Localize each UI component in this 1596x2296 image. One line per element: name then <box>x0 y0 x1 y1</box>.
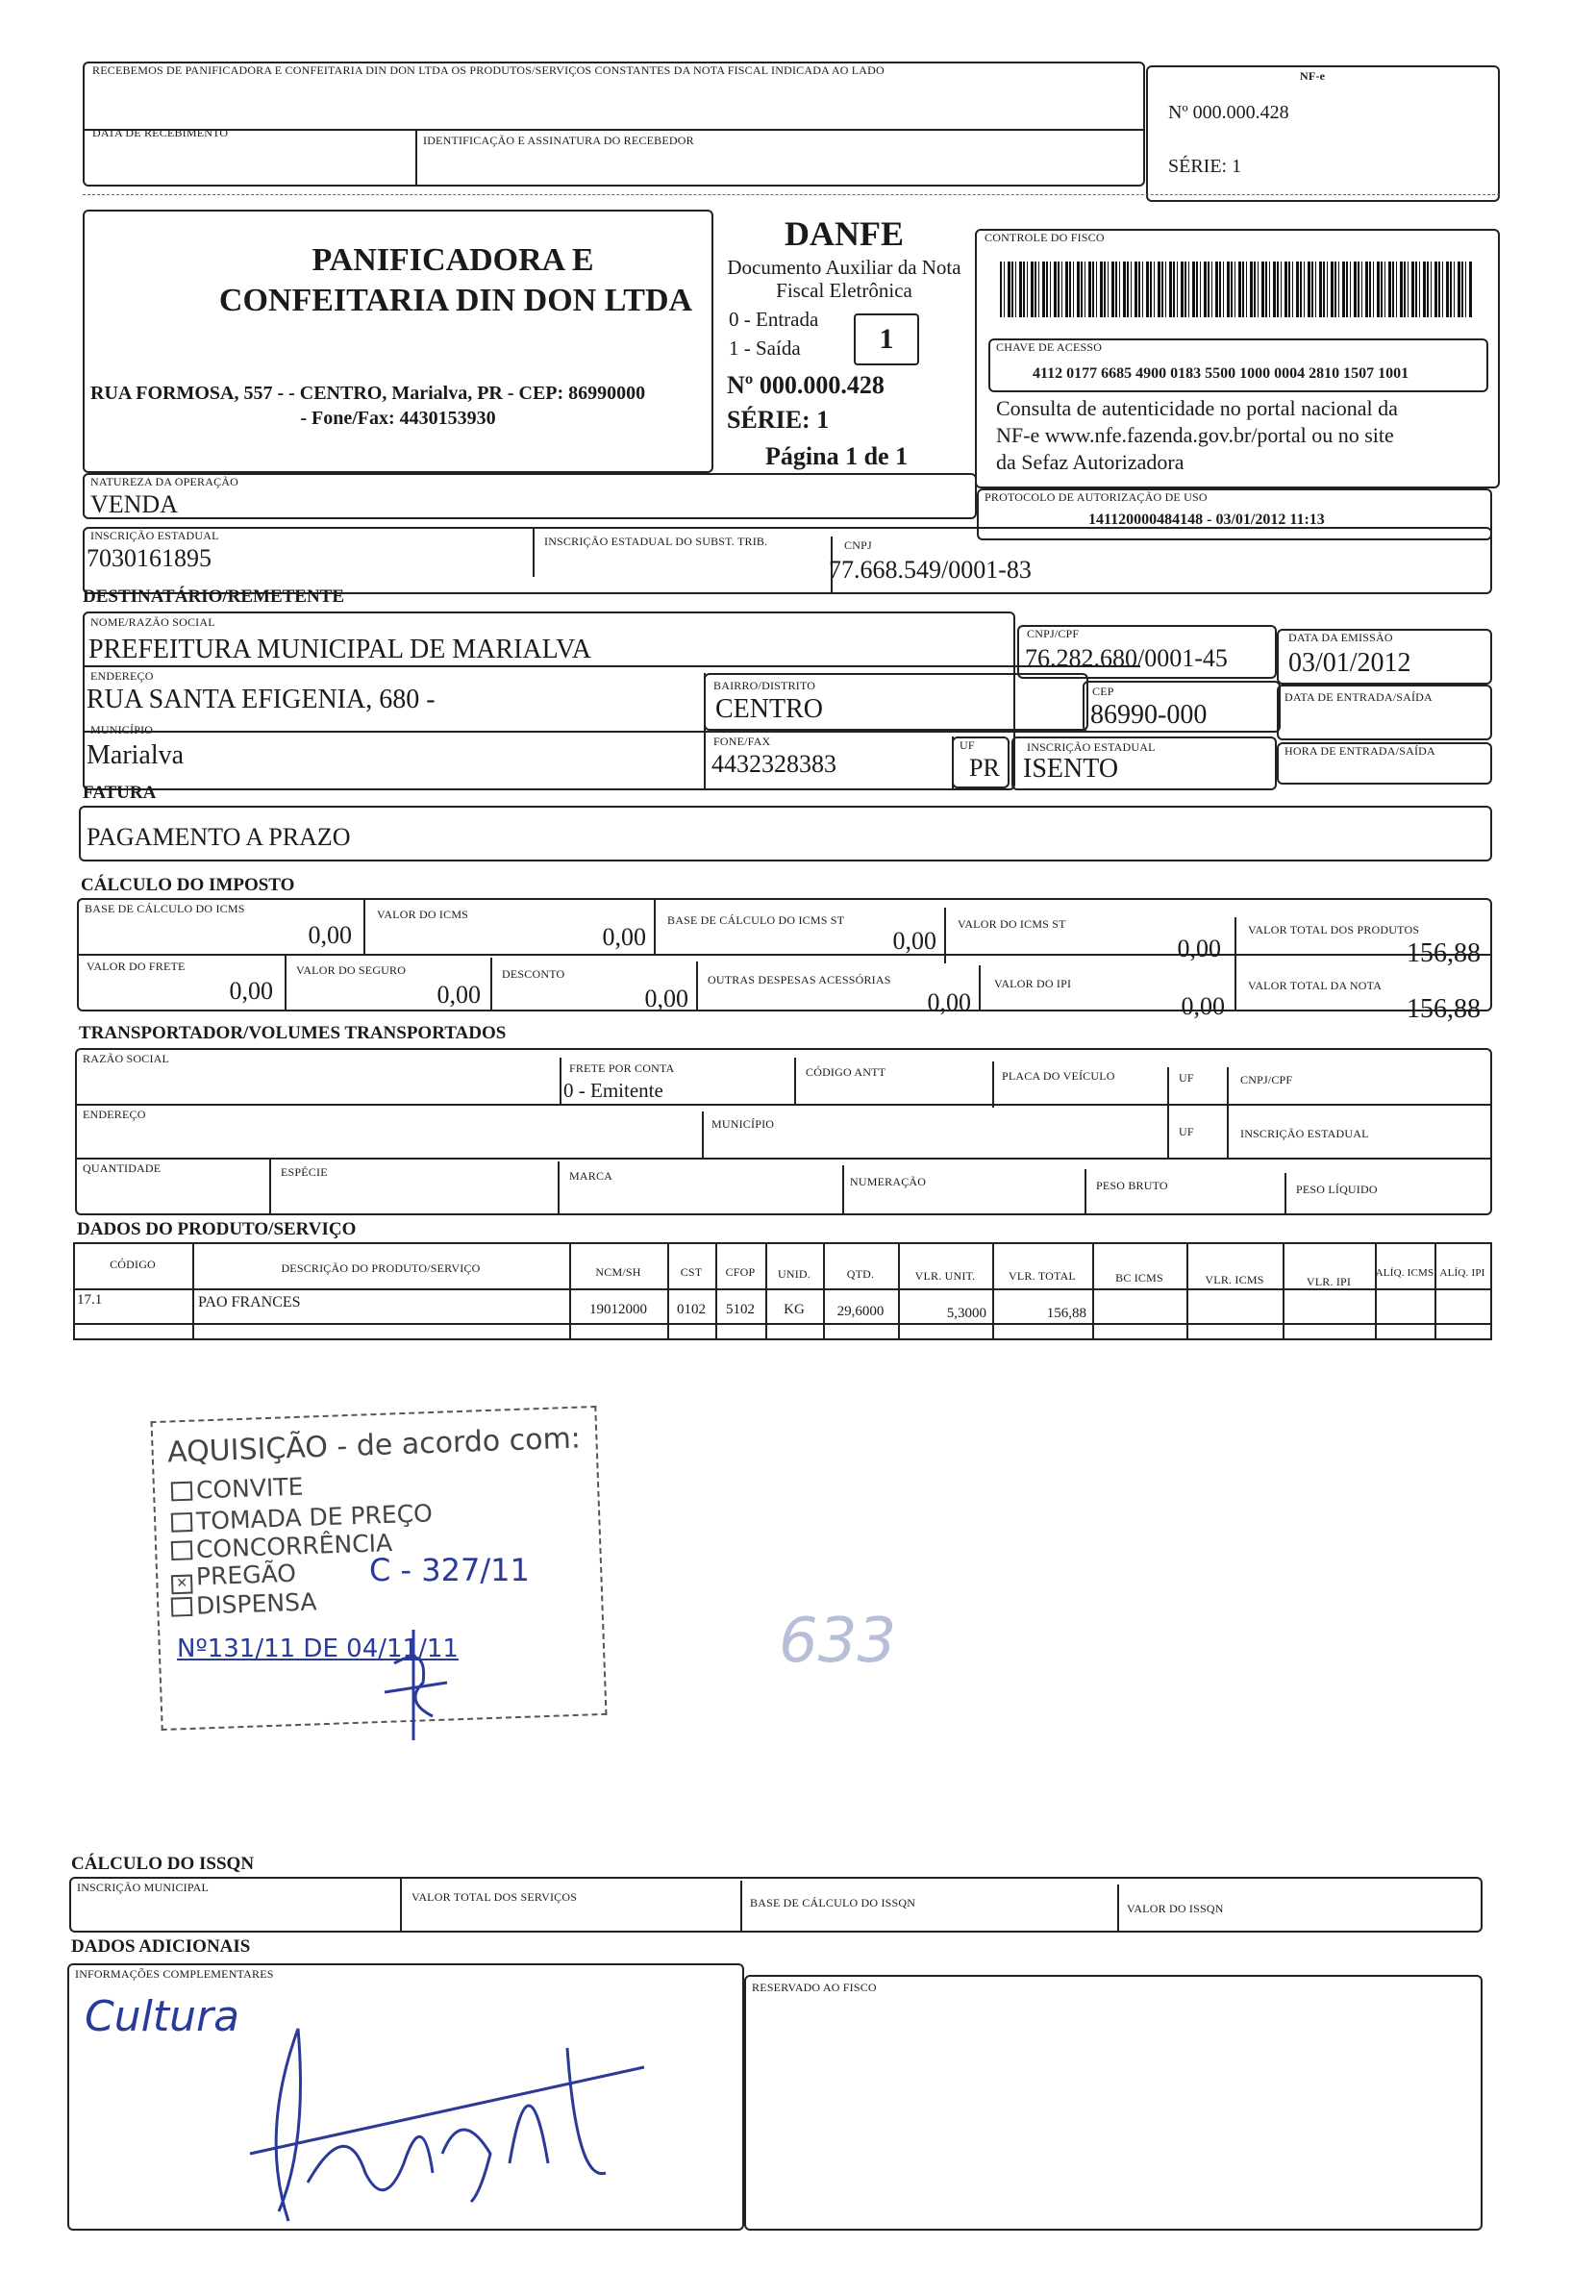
canhoto-numero: Nº 000.000.428 <box>1168 102 1289 123</box>
stamp-tomada-label: TOMADA DE PREÇO <box>195 1499 434 1535</box>
imposto-heading: CÁLCULO DO IMPOSTO <box>81 875 295 895</box>
prod-vlr-unit: 5,3000 <box>946 1306 986 1321</box>
prod-h-vlr-icms: VLR. ICMS <box>1205 1273 1264 1286</box>
dest-endereco: RUA SANTA EFIGENIA, 680 - <box>87 685 436 714</box>
transporte-heading: TRANSPORTADOR/VOLUMES TRANSPORTADOS <box>79 1023 507 1043</box>
prod-vlr-total: 156,88 <box>1046 1306 1086 1321</box>
tr-v8 <box>558 1161 560 1215</box>
emitente-name-line1: PANIFICADORA E <box>312 242 594 278</box>
prod-h-vlr-unit: VLR. UNIT. <box>914 1269 976 1283</box>
issqn-valor-label: VALOR DO ISSQN <box>1127 1902 1224 1915</box>
canhoto-vdivider <box>415 129 417 187</box>
stamp-numero-line: Nº131/11 DE 04/11/11 <box>177 1635 459 1663</box>
tr-v6 <box>702 1111 704 1158</box>
consulta-line3: da Sefaz Autorizadora <box>996 450 1185 474</box>
handwritten-cultura: Cultura <box>85 1992 240 2041</box>
prod-col-6 <box>823 1242 825 1340</box>
tr-antt-label: CÓDIGO ANTT <box>806 1065 886 1079</box>
imp-v4 <box>1234 917 1236 1011</box>
cut-line <box>83 194 1500 195</box>
stamp-dispensa-label: DISPENSA <box>195 1587 317 1620</box>
tr-v10 <box>1085 1169 1086 1215</box>
dest-municipio-label: MUNICÍPIO <box>90 723 154 736</box>
seguro-label: VALOR DO SEGURO <box>296 963 407 977</box>
chave-label: CHAVE DE ACESSO <box>996 340 1103 354</box>
tr-v5 <box>1227 1067 1229 1158</box>
desconto-label: DESCONTO <box>502 967 565 981</box>
tr-quantidade-label: QUANTIDADE <box>83 1161 162 1175</box>
dest-entrada-saida-label: DATA DE ENTRADA/SAÍDA <box>1284 690 1433 704</box>
canhoto-statement: RECEBEMOS DE PANIFICADORA E CONFEITARIA DIN DON LTDA OS PRODUTOS/SERVIÇOS CONSTANTES DA NOTA FISCAL INDICADA AO LADO <box>92 63 885 77</box>
prod-cst: 0102 <box>677 1302 706 1317</box>
canhoto-divider <box>83 129 1145 131</box>
prod-h-bc-icms: BC ICMS <box>1115 1271 1163 1285</box>
tr-h2 <box>75 1158 1492 1160</box>
tr-endereco-label: ENDEREÇO <box>83 1108 146 1121</box>
handwritten-number: 633 <box>779 1606 897 1677</box>
prod-h-cst: CST <box>680 1265 703 1279</box>
tr-placa-label: PLACA DO VEÍCULO <box>1002 1069 1115 1083</box>
chave-value: 4112 0177 6685 4900 0183 5500 1000 0004 2810 1507 1001 <box>1033 365 1409 382</box>
cnpj-label: CNPJ <box>844 538 872 552</box>
valor-icms-label: VALOR DO ICMS <box>377 908 469 921</box>
issqn-base-label: BASE DE CÁLCULO DO ISSQN <box>750 1896 916 1909</box>
ie-st-label: INSCRIÇÃO ESTADUAL DO SUBST. TRIB. <box>544 535 768 548</box>
data-recebimento-label: DATA DE RECEBIMENTO <box>92 126 229 139</box>
canhoto-box <box>83 62 1145 187</box>
dest-cnpj: 76.282.680/0001-45 <box>1025 644 1228 672</box>
issqn-heading: CÁLCULO DO ISSQN <box>71 1854 255 1874</box>
prod-row-line <box>73 1323 1492 1325</box>
tr-frete: 0 - Emitente <box>563 1079 663 1102</box>
dest-emissao-label: DATA DA EMISSÃO <box>1288 631 1393 644</box>
danfe-title: DANFE <box>785 214 904 253</box>
prod-h-qtd: QTD. <box>846 1267 875 1281</box>
tr-municipio-label: MUNICÍPIO <box>711 1117 775 1131</box>
danfe-subtitle1: Documento Auxiliar da Nota <box>727 256 961 279</box>
natureza-label: NATUREZA DA OPERAÇÃO <box>90 475 239 488</box>
tr-peso-liquido-label: PESO LÍQUIDO <box>1296 1183 1378 1196</box>
destinatario-heading: DESTINATÁRIO/REMETENTE <box>83 586 345 607</box>
tr-v11 <box>1284 1173 1286 1215</box>
danfe-tipo-box: 1 <box>854 313 919 365</box>
stamp-checkbox-icon <box>171 1482 193 1502</box>
imp-v8 <box>979 965 981 1011</box>
tr-cnpj-label: CNPJ/CPF <box>1240 1073 1293 1086</box>
prod-col-4 <box>715 1242 717 1340</box>
stamp-checkbox-icon <box>171 1540 193 1560</box>
issqn-v3 <box>1117 1884 1119 1933</box>
prod-col-13 <box>1434 1242 1436 1340</box>
dest-cep-label: CEP <box>1092 685 1114 698</box>
controle-label: CONTROLE DO FISCO <box>985 231 1105 244</box>
info-complementares-label: INFORMAÇÕES COMPLEMENTARES <box>75 1967 274 1981</box>
consulta-line2: NF-e www.nfe.fazenda.gov.br/portal ou no site <box>996 423 1394 447</box>
produtos-table <box>73 1242 1492 1340</box>
emitente-name-line2: CONFEITARIA DIN DON LTDA <box>218 283 693 318</box>
stamp-title: AQUISIÇÃO - de acordo com: <box>166 1421 582 1470</box>
base-st: 0,00 <box>892 927 936 955</box>
outras-label: OUTRAS DESPESAS ACESSÓRIAS <box>708 973 891 986</box>
prod-h-codigo: CÓDIGO <box>110 1258 156 1271</box>
imp-v6 <box>490 958 492 1011</box>
tr-v2 <box>794 1058 796 1104</box>
tr-numeracao-label: NUMERAÇÃO <box>850 1175 927 1188</box>
stamp-concorrencia-label: CONCORRÊNCIA <box>195 1528 393 1564</box>
total-produtos-label: VALOR TOTAL DOS PRODUTOS <box>1248 923 1420 936</box>
fatura-heading: FATURA <box>83 783 157 803</box>
prod-col-7 <box>898 1242 900 1340</box>
tr-especie-label: ESPÉCIE <box>281 1165 328 1179</box>
signature-scribble <box>240 1990 654 2231</box>
frete: 0,00 <box>229 977 273 1005</box>
ipi-label: VALOR DO IPI <box>994 977 1072 990</box>
ipi: 0,00 <box>1181 992 1225 1020</box>
tr-v7 <box>269 1158 271 1215</box>
stamp-signature <box>375 1625 452 1750</box>
tr-razao-label: RAZÃO SOCIAL <box>83 1052 170 1065</box>
dest-cnpj-label: CNPJ/CPF <box>1027 627 1080 640</box>
imp-v5 <box>285 954 287 1011</box>
emitente-phone: - Fone/Fax: 4430153930 <box>300 408 496 429</box>
danfe-pagina: Página 1 de 1 <box>765 442 909 470</box>
prod-h-vlr-ipi: VLR. IPI <box>1306 1275 1352 1288</box>
base-st-label: BASE DE CÁLCULO DO ICMS ST <box>667 913 845 927</box>
valor-st: 0,00 <box>1177 935 1221 962</box>
prod-col-1 <box>192 1242 194 1340</box>
stamp-item-convite <box>171 1473 304 1506</box>
dest-hora-label: HORA DE ENTRADA/SAÍDA <box>1284 744 1435 758</box>
danfe-subtitle2: Fiscal Eletrônica <box>776 279 912 302</box>
tr-v3 <box>992 1061 994 1108</box>
protocolo-label: PROTOCOLO DE AUTORIZAÇÃO DE USO <box>985 490 1208 504</box>
imp-v1 <box>363 898 365 954</box>
dest-cep: 86990-000 <box>1090 700 1208 730</box>
stamp-pregao-note: C - 327/11 <box>369 1552 530 1588</box>
canhoto-serie: SÉRIE: 1 <box>1168 156 1242 177</box>
reservado-fisco-label: RESERVADO AO FISCO <box>752 1981 877 1994</box>
nfe-label: NF-e <box>1300 69 1326 83</box>
dest-bairro-label: BAIRRO/DISTRITO <box>713 679 816 692</box>
ie-label: INSCRIÇÃO ESTADUAL <box>90 529 219 542</box>
protocolo-value: 141120000484148 - 03/01/2012 11:13 <box>1088 512 1325 528</box>
dest-bairro: CENTRO <box>715 694 823 724</box>
prod-col-9 <box>1092 1242 1094 1340</box>
stamp-convite-label: CONVITE <box>195 1472 304 1505</box>
barcode <box>1000 262 1473 317</box>
emitente-address: RUA FORMOSA, 557 - - CENTRO, Marialva, PR - CEP: 86990000 <box>90 383 646 404</box>
stamp-item-dispensa <box>171 1587 317 1620</box>
tr-uf2-label: UF <box>1179 1125 1194 1138</box>
tr-v9 <box>842 1165 844 1215</box>
stamp-checkbox-icon <box>171 1597 193 1617</box>
prod-col-8 <box>992 1242 994 1340</box>
desconto: 0,00 <box>644 985 688 1012</box>
prod-col-11 <box>1283 1242 1284 1340</box>
fatura-value: PAGAMENTO A PRAZO <box>87 823 351 851</box>
dest-fone: 4432328383 <box>711 750 836 778</box>
prod-col-5 <box>765 1242 767 1340</box>
tr-v1 <box>560 1058 561 1104</box>
reservado-fisco-box <box>744 1975 1483 2231</box>
imp-v3 <box>944 908 946 963</box>
prod-h-unid: UNID. <box>778 1267 810 1281</box>
base-icms-label: BASE DE CÁLCULO DO ICMS <box>85 902 245 915</box>
dest-h1 <box>83 665 1140 667</box>
valor-st-label: VALOR DO ICMS ST <box>958 917 1066 931</box>
imp-v2 <box>654 898 656 954</box>
produtos-heading: DADOS DO PRODUTO/SERVIÇO <box>77 1219 357 1239</box>
issqn-servicos-label: VALOR TOTAL DOS SERVIÇOS <box>411 1890 578 1904</box>
ie-div1 <box>533 527 535 577</box>
prod-h-aliq-icms: ALÍQ. ICMS <box>1375 1267 1434 1279</box>
tr-frete-label: FRETE POR CONTA <box>569 1061 675 1075</box>
cnpj-value: 77.668.549/0001-83 <box>829 556 1032 584</box>
prod-col-2 <box>569 1242 571 1340</box>
prod-qtd: 29,6000 <box>836 1304 885 1319</box>
issqn-v2 <box>740 1881 742 1933</box>
tr-peso-bruto-label: PESO BRUTO <box>1096 1179 1168 1192</box>
imp-v7 <box>696 961 698 1011</box>
danfe-saida: 1 - Saída <box>729 337 801 360</box>
danfe-serie: SÉRIE: 1 <box>727 406 830 434</box>
prod-h-descricao: DESCRIÇÃO DO PRODUTO/SERVIÇO <box>281 1261 481 1275</box>
stamp-checkbox-icon <box>171 1512 193 1533</box>
dest-uf-label: UF <box>960 738 975 752</box>
prod-h-cfop: CFOP <box>725 1265 756 1279</box>
tr-ie-label: INSCRIÇÃO ESTADUAL <box>1240 1127 1369 1140</box>
dest-nome-label: NOME/RAZÃO SOCIAL <box>90 615 215 629</box>
dest-fone-label: FONE/FAX <box>713 735 771 748</box>
ie-value: 7030161895 <box>87 544 212 572</box>
tr-v4 <box>1167 1067 1169 1158</box>
tr-h1 <box>75 1104 1492 1106</box>
prod-col-12 <box>1375 1242 1377 1340</box>
prod-h-vlr-total: VLR. TOTAL <box>1009 1269 1076 1283</box>
issqn-v1 <box>400 1877 402 1933</box>
ie-row-box <box>83 527 1492 594</box>
dest-ie-label: INSCRIÇÃO ESTADUAL <box>1027 740 1156 754</box>
stamp-pregao-label: PREGÃO <box>195 1559 297 1591</box>
total-produtos: 156,88 <box>1407 938 1481 968</box>
natureza-value: VENDA <box>90 490 178 518</box>
prod-col-10 <box>1186 1242 1188 1340</box>
prod-h-ncm: NCM/SH <box>595 1265 641 1279</box>
dest-municipio: Marialva <box>87 740 185 770</box>
prod-h-aliq-ipi: ALÍQ. IPI <box>1439 1267 1485 1279</box>
tr-uf-label: UF <box>1179 1071 1194 1085</box>
danfe-entrada: 0 - Entrada <box>729 308 819 331</box>
prod-header-line <box>73 1288 1492 1290</box>
dest-uf: PR <box>969 754 1000 782</box>
canhoto-nfe-box <box>1146 65 1500 202</box>
consulta-line1: Consulta de autenticidade no portal nacional da <box>996 396 1398 420</box>
dest-endereco-label: ENDEREÇO <box>90 669 154 683</box>
stamp-checked-icon: ✕ <box>171 1575 193 1595</box>
prod-col-3 <box>667 1242 669 1340</box>
identificacao-label: IDENTIFICAÇÃO E ASSINATURA DO RECEBEDOR <box>423 134 694 147</box>
dest-nome: PREFEITURA MUNICIPAL DE MARIALVA <box>88 635 592 664</box>
outras: 0,00 <box>927 988 971 1016</box>
base-icms: 0,00 <box>308 921 352 949</box>
total-nota-label: VALOR TOTAL DA NOTA <box>1248 979 1383 992</box>
dest-emissao: 03/01/2012 <box>1288 648 1411 678</box>
prod-ncm: 19012000 <box>589 1302 647 1317</box>
danfe-numero: Nº 000.000.428 <box>727 371 885 399</box>
seguro: 0,00 <box>436 981 481 1009</box>
total-nota: 156,88 <box>1407 994 1481 1024</box>
dest-ie: ISENTO <box>1023 754 1119 784</box>
valor-icms: 0,00 <box>602 923 646 951</box>
frete-label: VALOR DO FRETE <box>87 960 186 973</box>
prod-descricao: PAO FRANCES <box>198 1294 301 1310</box>
prod-codigo: 17.1 <box>77 1292 103 1308</box>
tr-marca-label: MARCA <box>569 1169 613 1183</box>
issqn-im-label: INSCRIÇÃO MUNICIPAL <box>77 1881 210 1894</box>
prod-cfop: 5102 <box>726 1302 755 1317</box>
prod-unid: KG <box>784 1302 805 1317</box>
adicionais-heading: DADOS ADICIONAIS <box>71 1936 251 1957</box>
